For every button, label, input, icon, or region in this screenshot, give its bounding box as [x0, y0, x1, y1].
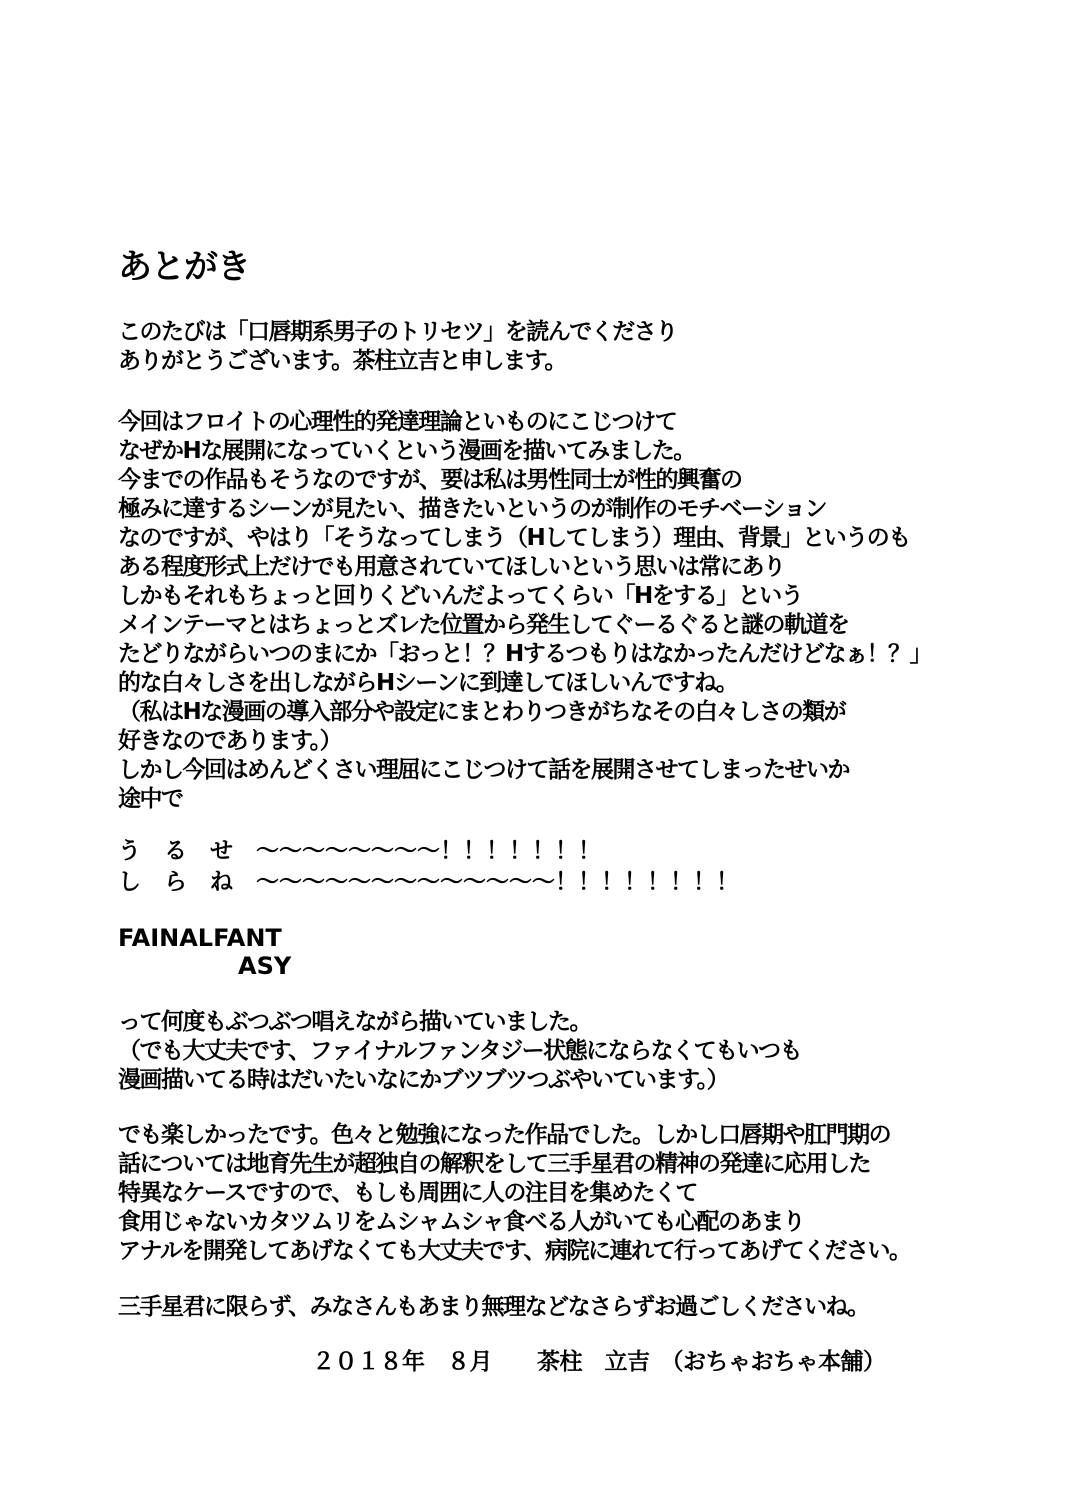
afterword-title: あとがき [118, 247, 250, 287]
text-line: なのですが、やはり「そうなってしまう（Hしてしまう）理由、背景」というのも [118, 525, 910, 551]
text-line: ありがとうございます。茶柱立吉と申します。 [118, 348, 566, 374]
main-paragraph [118, 408, 931, 814]
text-line: う る せ ～～～～～～～～！！！！！！！ [118, 838, 601, 864]
text-line: メインテーマとはちょっとズレた位置から発生してぐーるぐると謎の軌道を [118, 612, 849, 638]
text-line: って何度もぶつぶつ唱えながら描いていました。 [118, 1009, 591, 1035]
closing-line [118, 1293, 869, 1322]
text-line: 特異なケースですので、もしも周囲に人の注目を集めたくて [118, 1180, 697, 1206]
text-line: しかし今回はめんどくさい理屈にこじつけて話を展開させてしまったせいか [118, 757, 849, 783]
text-line: 途中で [118, 786, 183, 812]
credit-line: ２０１８年 ８月 茶柱 立吉 （おちゃおちゃ本舗） [312, 1349, 886, 1375]
text-line: 的な白々しさを出しながらHシーンに到達してほしいんですね。 [118, 670, 738, 696]
text-line: 話については地育先生が超独自の解釈をして三手星君の精神の発達に応用した [118, 1151, 871, 1177]
text-line: 食用じゃないカタツムリをムシャムシャ食べる人がいても心配のあまり [118, 1209, 805, 1235]
text-line: 好きなのであります。） [118, 728, 342, 754]
text-line: ASY [118, 952, 292, 980]
text-line: 今までの作品もそうなのですが、要は私は男性同士が性的興奮の [118, 467, 742, 493]
text-line: し ら ね ～～～～～～～～～～～～～！！！！！！！！ [118, 869, 739, 895]
text-line: でも楽しかったです。色々と勉強になった作品でした。しかし口唇期や肛門期の [118, 1122, 891, 1148]
text-line: このたびは「口唇期系男子のトリセツ」を読んでくださり [118, 319, 677, 345]
text-line: 今回はフロイトの心理性的発達理論といものにこじつけて [118, 409, 677, 435]
shout-lines [118, 836, 739, 898]
text-line: 漫画描いてる時はだいたいなにかブツブツつぶやいています。） [118, 1067, 729, 1093]
text-line: FAINALFANT [118, 924, 282, 952]
text-line: アナルを開発してあげなくても大丈夫です、病院に連れて行ってあげてください。 [118, 1238, 911, 1264]
text-line: （私はHな漫画の導入部分や設定にまとわりつきがちなその白々しさの類が [118, 699, 846, 725]
text-line: （でも大丈夫です、ファイナルファンタジー状態にならなくてもいつも [118, 1038, 802, 1064]
reflection-paragraph [118, 1121, 911, 1266]
text-line: 三手星君に限らず、みなさんもあまり無理などなさらずお過ごしくださいね。 [118, 1294, 869, 1320]
text-line: たどりながらいつのまにか「おっと！？Hするつもりはなかったんだけどなぁ！？」 [118, 641, 932, 667]
text-line: なぜかHな展開になっていくという漫画を描いてみました。 [118, 438, 695, 464]
mutter-paragraph [118, 1008, 801, 1095]
text-line: 極みに達するシーンが見たい、描きたいというのが制作のモチベーション [118, 496, 827, 522]
intro-paragraph [118, 318, 677, 376]
text-line: ある程度形式上だけでも用意されていてほしいという思いは常にあり [118, 554, 785, 580]
final-fantasy-chant [118, 924, 291, 980]
text-line: しかもそれもちょっと回りくどいんだよってくらい「Hをする」という [118, 583, 803, 609]
